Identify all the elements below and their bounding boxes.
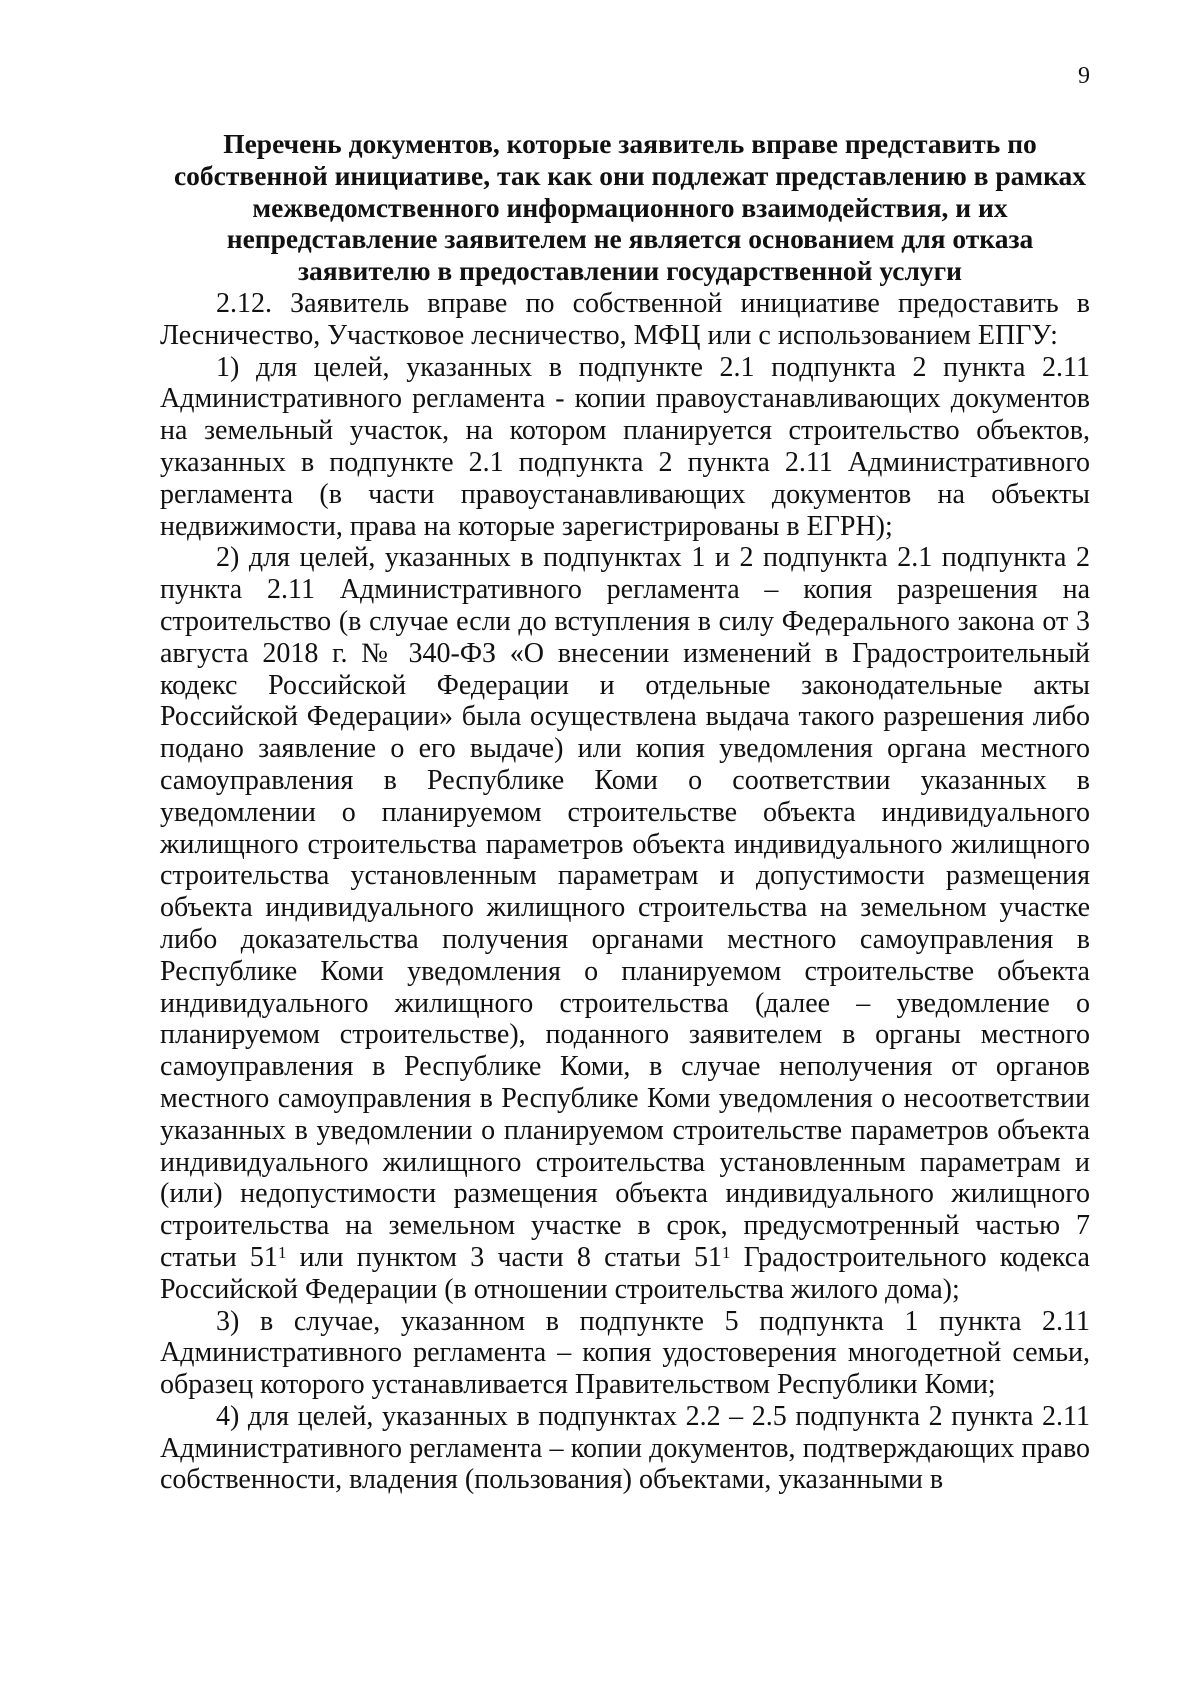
section-heading: Перечень документов, которые заявитель вправе представить по собственной инициативе, так как они подлежат представлению в рамках межведомственного информационного взаимодействия, и их непредставление заявителем не является основанием для отказа заявителю в предоставлении государственной услуги xyxy=(173,128,1087,287)
paragraph-2-12: 2.12. Заявитель вправе по собственной инициативе предоставить в Лесничество, Участковое лесничество, МФЦ или с использованием ЕПГУ: xyxy=(160,288,1090,351)
paragraph-item-2-text: 2) для целей, указанных в подпунктах 1 и 2 подпункта 2.1 подпункта 2 пункта 2.11 Административного регламента – копия разрешения на строительство (в случае если до вступления в силу Федерального закона от 3 августа 2018 г. № 340-ФЗ «О внесении изменений в Градостроительный кодекс Российской Федерации и отдельные законодательные акты Российской Федерации» была осуществлена выдача такого разрешения либо подано заявление о его выдаче) или копия уведомления органа местного самоуправления в Республике Коми о соответствии указанных в уведомлении о планируемом строительстве объекта индивидуального жилищного строительства параметров объекта индивидуального жилищного строительства установленным параметрам и допустимости размещения объекта индивидуального жилищного строительства на земельном участке либо доказательства получения органами местного самоуправления в Республике Коми уведомления о планируемом строительстве объекта индивидуального жилищного строительства (далее – уведомление о планируемом строительстве), поданного заявителем в органы местного самоуправления в Республике Коми, в случае неполучения от органов местного самоуправления в Республике Коми уведомления о несоответствии указанных в уведомлении о планируемом строительстве параметров объекта индивидуального жилищного строительства установленным параметрам и (или) недопустимости размещения объекта индивидуального жилищного строительства на земельном участке в срок, предусмотренный частью 7 статьи 51 xyxy=(160,542,1090,1273)
paragraph-item-2-text: Градостроительного кодекса Российской Федерации (в отношении строительства жилого дома); xyxy=(160,1241,1090,1305)
paragraph-item-4: 4) для целей, указанных в подпунктах 2.2 – 2.5 подпункта 2 пункта 2.11 Административного регламента – копии документов, подтверждающих право собственности, владения (пользования) объектами, указанными в xyxy=(160,1400,1090,1496)
paragraph-item-1: 1) для целей, указанных в подпункте 2.1 подпункта 2 пункта 2.11 Административного регламента - копии правоустанавливающих документов на земельный участок, на котором планируется строительство объектов, указанных в подпункте 2.1 подпункта 2 пункта 2.11 Административного регламента (в части правоустанавливающих документов на объекты недвижимости, права на которые зарегистрированы в ЕГРН); xyxy=(160,351,1090,542)
page-number: 9 xyxy=(1078,63,1090,89)
paragraph-item-2 xyxy=(160,542,1090,1305)
paragraph-item-2-text: или пунктом 3 части 8 статьи 51 xyxy=(286,1241,723,1273)
paragraph-item-3: 3) в случае, указанном в подпункте 5 подпункта 1 пункта 2.11 Административного регламента – копия удостоверения многодетной семьи, образец которого устанавливается Правительством Республики Коми; xyxy=(160,1305,1090,1401)
superscript: 1 xyxy=(277,1243,287,1263)
document-body xyxy=(160,288,1090,1496)
superscript: 1 xyxy=(722,1243,731,1263)
